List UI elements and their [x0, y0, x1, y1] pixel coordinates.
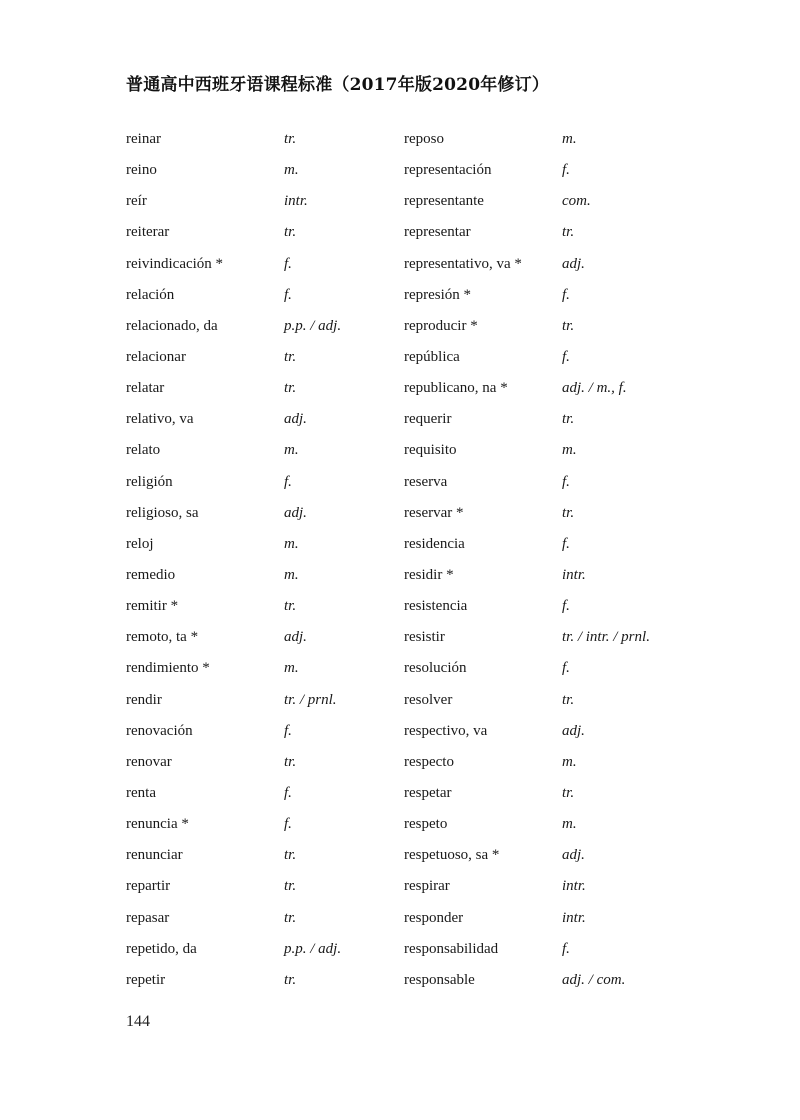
vocab-row: [0, 622, 800, 653]
vocab-word: repetido, da: [126, 940, 197, 957]
part-of-speech: m.: [284, 660, 299, 677]
part-of-speech: p.p. / adj.: [284, 317, 342, 334]
vocab-word: relacionar: [126, 348, 186, 365]
vocab-word: relato: [126, 442, 161, 459]
vocab-word: reír: [126, 193, 147, 210]
vocab-word: remitir *: [126, 598, 179, 615]
vocab-word: renovar: [126, 753, 172, 770]
part-of-speech: tr.: [284, 753, 297, 770]
part-of-speech: f.: [562, 940, 570, 957]
vocab-word: requerir: [404, 411, 452, 428]
vocab-row: [0, 934, 800, 965]
vocab-word: representar: [404, 224, 471, 241]
part-of-speech: tr.: [562, 224, 575, 241]
part-of-speech: m.: [562, 442, 577, 459]
vocab-row: [0, 186, 800, 217]
vocab-word: respeto: [404, 816, 448, 833]
vocab-word: republicano, na *: [404, 380, 508, 397]
vocab-word: repasar: [126, 909, 170, 926]
vocab-word: representante: [404, 193, 484, 210]
part-of-speech: tr.: [284, 380, 297, 397]
part-of-speech: f.: [562, 535, 570, 552]
vocab-word: renovación: [126, 722, 193, 739]
part-of-speech: tr.: [284, 348, 297, 365]
part-of-speech: com.: [562, 193, 591, 210]
part-of-speech: tr.: [562, 317, 575, 334]
part-of-speech: tr.: [284, 909, 297, 926]
part-of-speech: f.: [562, 473, 570, 490]
vocab-word: reiterar: [126, 224, 170, 241]
page-number: 144: [126, 1013, 150, 1030]
vocab-row: [0, 373, 800, 404]
part-of-speech: adj. / m., f.: [562, 380, 627, 397]
vocab-word: renta: [126, 784, 156, 801]
part-of-speech: tr. / prnl.: [284, 691, 337, 708]
part-of-speech: adj.: [284, 411, 307, 428]
vocab-row: [0, 280, 800, 311]
vocab-word: resolver: [404, 691, 453, 708]
part-of-speech: f.: [562, 660, 570, 677]
vocab-row: [0, 840, 800, 871]
vocab-row: [0, 591, 800, 622]
vocab-word: requisito: [404, 442, 457, 459]
vocab-word: renunciar: [126, 847, 183, 864]
part-of-speech: m.: [562, 816, 577, 833]
vocab-word: respetar: [404, 784, 452, 801]
vocab-row: [0, 560, 800, 591]
vocab-word: reserva: [404, 473, 448, 490]
part-of-speech: tr.: [562, 504, 575, 521]
part-of-speech: f.: [562, 598, 570, 615]
part-of-speech: m.: [284, 442, 299, 459]
vocab-word: religioso, sa: [126, 504, 199, 521]
part-of-speech: tr. / intr. / prnl.: [562, 629, 650, 646]
vocab-word: represión *: [404, 286, 472, 303]
part-of-speech: intr.: [562, 566, 586, 583]
vocab-row: [0, 498, 800, 529]
vocab-word: religión: [126, 473, 173, 490]
part-of-speech: tr.: [284, 847, 297, 864]
part-of-speech: adj.: [284, 629, 307, 646]
part-of-speech: f.: [284, 722, 292, 739]
vocab-word: reloj: [126, 535, 154, 552]
part-of-speech: adj. / com.: [562, 971, 626, 988]
vocab-word: resistir: [404, 629, 445, 646]
vocab-word: respectivo, va: [404, 722, 488, 739]
vocab-row: [0, 124, 800, 155]
vocab-row: [0, 685, 800, 716]
part-of-speech: f.: [284, 255, 292, 272]
part-of-speech: p.p. / adj.: [284, 940, 342, 957]
vocab-word: responsabilidad: [404, 940, 499, 957]
vocab-word: reservar *: [404, 504, 464, 521]
vocab-row: [0, 778, 800, 809]
part-of-speech: tr.: [284, 971, 297, 988]
part-of-speech: tr.: [562, 691, 575, 708]
vocab-row: [0, 809, 800, 840]
vocab-word: resolución: [404, 660, 467, 677]
vocab-word: reposo: [404, 131, 444, 147]
vocab-word: representativo, va *: [404, 255, 522, 272]
vocab-row: [0, 435, 800, 466]
vocab-word: residir *: [404, 566, 454, 583]
part-of-speech: m.: [562, 131, 577, 147]
vocab-row: [0, 404, 800, 435]
part-of-speech: f.: [284, 816, 292, 833]
page-header-title: 普通高中西班牙语课程标准（2017年版2020年修订）: [126, 75, 550, 95]
vocab-row: [0, 311, 800, 342]
part-of-speech: f.: [562, 286, 570, 303]
vocab-word: remoto, ta *: [126, 629, 199, 646]
vocab-row: [0, 467, 800, 498]
part-of-speech: f.: [284, 784, 292, 801]
part-of-speech: m.: [284, 566, 299, 583]
vocab-word: relacionado, da: [126, 317, 218, 334]
part-of-speech: adj.: [562, 847, 585, 864]
part-of-speech: intr.: [284, 193, 308, 210]
part-of-speech: f.: [284, 473, 292, 490]
vocab-word: reproducir *: [404, 317, 478, 334]
vocab-word: renuncia *: [126, 816, 189, 833]
vocab-word: responder: [404, 909, 464, 926]
part-of-speech: adj.: [562, 255, 585, 272]
vocab-word: remedio: [126, 566, 176, 583]
vocab-word: relatar: [126, 380, 165, 397]
part-of-speech: adj.: [284, 504, 307, 521]
part-of-speech: tr.: [284, 131, 297, 147]
vocab-row: [0, 871, 800, 902]
vocab-word: rendimiento *: [126, 660, 210, 677]
vocab-word: reinar: [126, 131, 161, 147]
vocab-word: repartir: [126, 878, 171, 895]
part-of-speech: f.: [562, 162, 570, 179]
vocab-row: [0, 965, 800, 996]
part-of-speech: tr.: [284, 878, 297, 895]
vocab-word: resistencia: [404, 598, 468, 615]
part-of-speech: m.: [284, 535, 299, 552]
vocab-word: relación: [126, 286, 175, 303]
vocab-row: [0, 342, 800, 373]
vocab-row: [0, 529, 800, 560]
part-of-speech: m.: [284, 162, 299, 179]
vocab-word: reivindicación *: [126, 255, 224, 272]
vocab-word: respirar: [404, 878, 450, 895]
part-of-speech: tr.: [562, 411, 575, 428]
vocab-word: residencia: [404, 535, 465, 552]
vocab-word: república: [404, 348, 460, 365]
part-of-speech: tr.: [284, 598, 297, 615]
vocab-word: rendir: [126, 691, 162, 708]
vocab-row: [0, 217, 800, 248]
part-of-speech: f.: [284, 286, 292, 303]
part-of-speech: intr.: [562, 878, 586, 895]
part-of-speech: tr.: [284, 224, 297, 241]
vocab-row: [0, 747, 800, 778]
vocab-word: respetuoso, sa *: [404, 847, 500, 864]
vocab-row: [0, 653, 800, 684]
part-of-speech: tr.: [562, 784, 575, 801]
vocab-word: reino: [126, 162, 157, 179]
vocab-word: representación: [404, 162, 492, 179]
part-of-speech: f.: [562, 348, 570, 365]
vocab-word: repetir: [126, 971, 166, 988]
part-of-speech: intr.: [562, 909, 586, 926]
vocab-row: [0, 716, 800, 747]
vocab-row: [0, 249, 800, 280]
part-of-speech: adj.: [562, 722, 585, 739]
vocabulary-list: [0, 124, 800, 996]
vocab-word: responsable: [404, 971, 475, 988]
vocab-row: [0, 155, 800, 186]
vocab-word: respecto: [404, 753, 454, 770]
part-of-speech: m.: [562, 753, 577, 770]
vocab-row: [0, 903, 800, 934]
vocab-word: relativo, va: [126, 411, 194, 428]
